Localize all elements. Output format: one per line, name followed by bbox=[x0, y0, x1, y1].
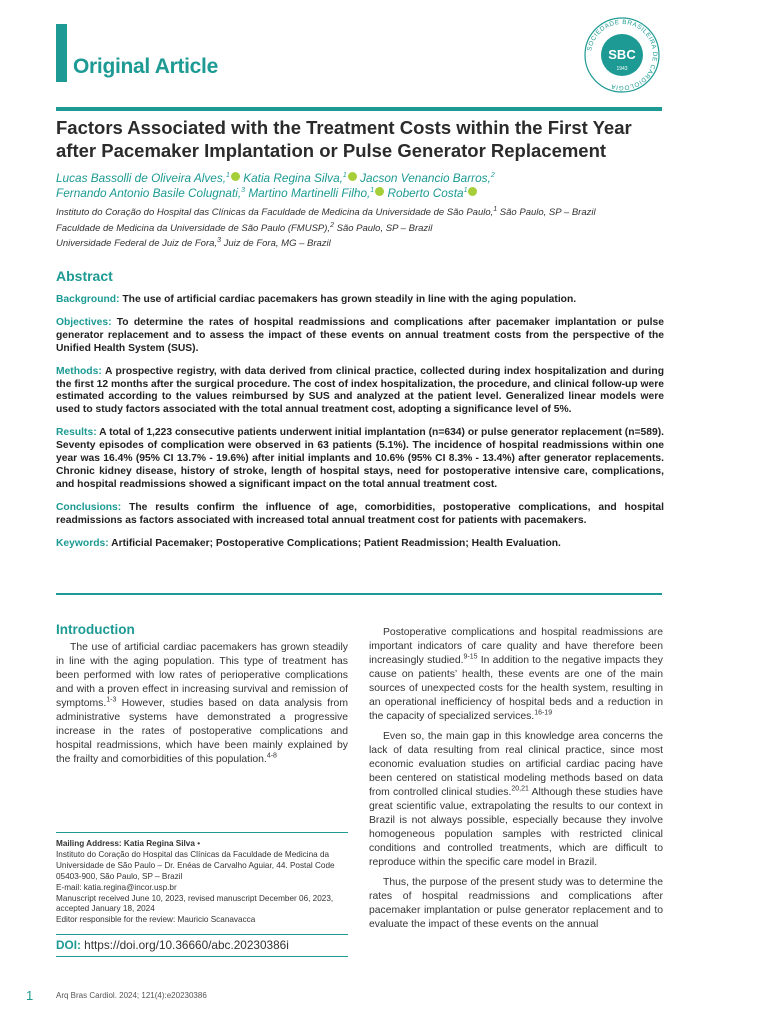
mailing-line: E-mail: katia.regina@incor.usp.br bbox=[56, 882, 177, 892]
orcid-icon bbox=[348, 172, 357, 181]
abstract-section: Methods: A prospective registry, with data derived from clinical practice, collected during index hospitalization and during the first 12 months after the surgical procedure. The cost of index hospitalization, the procedure, and clinical follow-up were estimated according to the values reimbursed by SUS and analyzed at the patient level. Generalized linear models were used to study factors associated with the total annual treatment cost, adopting a significance level of 5%. bbox=[56, 365, 664, 416]
header-accent-bar bbox=[56, 24, 67, 82]
introduction-left-text bbox=[56, 641, 348, 767]
doi-line bbox=[56, 934, 348, 957]
logo-ring-text: SOCIEDADE BRASILEIRA DE CARDIOLOGIA bbox=[586, 18, 659, 92]
mailing-address bbox=[56, 832, 348, 926]
journal-citation: Arq Bras Cardiol. 2024; 121(4):e20230386 bbox=[56, 991, 207, 1000]
orcid-icon bbox=[468, 187, 477, 196]
body-paragraph: Thus, the purpose of the present study was to determine the rates of hospital readmissions and complications after pacemaker implantation or pulse generator replacement and to evaluate the impact of these events on the annual bbox=[369, 877, 663, 930]
author-name: Roberto Costa$^1$ bbox=[387, 186, 477, 200]
author-list bbox=[56, 171, 666, 201]
body-paragraph: Postoperative complications and hospital readmissions are important indicators of care quality and have therefore been increasingly studied.$^{9-15}$ In addition to the negative impacts they cause on patients’ health, these events are one of the main sources of unexpected costs for the health system, resulting in an operational inefficiency of hospital beds and a reduction in the capacity of specialized services.$^{16-19}$ bbox=[369, 627, 663, 722]
author-name: Jacson Venancio Barros,$^2$ bbox=[360, 171, 495, 185]
abstract-section: Background: The use of artificial cardiac pacemakers has grown steadily in line with the aging population. bbox=[56, 294, 577, 305]
mailing-bullet: • bbox=[197, 839, 201, 848]
abstract-section: Keywords: Artificial Pacemaker; Postoperative Complications; Patient Readmission; Health Evaluation. bbox=[56, 537, 561, 549]
author-name: Fernando Antonio Basile Colugnati,$^3$ bbox=[56, 186, 246, 200]
author-name: Martino Martinelli Filho,$^1$ bbox=[248, 186, 384, 200]
abstract-rule bbox=[56, 593, 662, 595]
affiliation-list bbox=[56, 205, 676, 252]
abstract-section: Objectives: To determine the rates of hospital readmissions and complications after pacemaker implantation or pulse generator replacement and to assess the impact of these events on annual treatment costs from the perspective of the Unified Health System (SUS). bbox=[56, 316, 664, 354]
abstract-label: Methods: bbox=[56, 365, 102, 377]
body-paragraph: Even so, the main gap in this knowledge area concerns the lack of data resulting from real clinical practice, since most economic evaluation studies on artificial cardiac pacing have been centered on statistical modeling methods based on data from controlled clinical studies.$^{20,21}$ Although these studies have great scientific value, extrapolating the results to our context in Brazil is not always possible, especially because they involve homogeneous population samples with restricted clinical conditions and controlled treatments, which are difficult to reproduce within the specific care model in Brazil. bbox=[369, 731, 663, 868]
mailing-heading: Mailing Address: Katia Regina Silva bbox=[56, 839, 195, 848]
abstract-label: Objectives: bbox=[56, 316, 112, 328]
right-column bbox=[369, 626, 663, 938]
abstract-section: Results: A total of 1,223 consecutive patients underwent initial implantation (n=634) or pulse generator replacement (n=589). Seventy episodes of complication were observed in 63 patients (5.1%). The incidence of hospital readmissions within one year was 16.4% (95% CI 13.7% - 19.6%) after initial implants and 10.6% (95% CI 8.3% - 13.4%) after generator replacements. Chronic kidney disease, history of stroke, length of hospital stays, need for postoperative intensive care, complications, and hospital readmissions showed a significant impact on the total annual treatment cost. bbox=[56, 427, 664, 490]
mailing-line: Manuscript received June 10, 2023, revised manuscript December 06, 2023, accepted January 18, 2024 bbox=[56, 893, 334, 914]
abstract-label: Conclusions: bbox=[56, 501, 122, 513]
article-title: Factors Associated with the Treatment Costs within the First Year after Pacemaker Implantation or Pulse Generator Replacement bbox=[56, 117, 632, 161]
page-number: 1 bbox=[26, 988, 34, 1003]
body-paragraph: The use of artificial cardiac pacemakers has grown steadily in line with the aging population. This type of treatment has been performed with low rates of perioperative complications and with a proven effect in increasing survival and remission of symptoms.$^{1-3}$ However, studies based on data analysis from administrative systems have demonstrated a progressive increase in the rates of postoperative complications and hospital readmissions, which have been mainly explained by the frailty and comorbidities of this population.$^{4-8}$ bbox=[56, 642, 348, 765]
mailing-lines bbox=[56, 850, 348, 926]
author-name: Lucas Bassolli de Oliveira Alves,$^1$ bbox=[56, 171, 240, 185]
affiliation: Instituto do Coração do Hospital das Clínicas da Faculdade de Medicina da Universidade de São Paulo,$^1$ São Paulo, SP – Brazil bbox=[56, 205, 596, 218]
abstract-body bbox=[56, 294, 664, 561]
section-label: Original Article bbox=[73, 55, 218, 78]
affiliation: Universidade Federal de Juiz de Fora,$^3$ Juiz de Fora, MG – Brazil bbox=[56, 236, 331, 249]
mailing-line: Editor responsible for the review: Mauricio Scanavacca bbox=[56, 915, 256, 925]
abstract-section: Conclusions: The results confirm the influence of age, comorbidities, postoperative complications, and hospital readmissions as factors associated with increased total annual treatment cost for patients with pacemakers. bbox=[56, 501, 664, 526]
abstract-heading: Abstract bbox=[56, 268, 113, 284]
header-rule bbox=[56, 107, 662, 111]
logo-year: 1943 bbox=[616, 66, 628, 72]
introduction-heading: Introduction bbox=[56, 622, 135, 637]
doi-label: DOI: bbox=[56, 938, 81, 952]
mailing-line: Instituto do Coração do Hospital das Clínicas da Faculdade de Medicina da Universidade de São Paulo – Dr. Enéas de Carvalho Aguiar, 44. Postal Code 05403-900, São Paulo, SP – Brazil bbox=[56, 849, 335, 881]
left-column bbox=[56, 622, 348, 767]
abstract-label: Results: bbox=[56, 427, 97, 439]
abstract-label: Background: bbox=[56, 294, 120, 305]
abstract-label: Keywords: bbox=[56, 537, 109, 549]
doi-link[interactable]: https://doi.org/10.36660/abc.20230386i bbox=[80, 938, 289, 952]
logo-initials: SBC bbox=[608, 47, 636, 62]
author-name: Katia Regina Silva,$^1$ bbox=[243, 171, 357, 185]
orcid-icon bbox=[375, 187, 384, 196]
affiliation: Faculdade de Medicina da Universidade de São Paulo (FMUSP),$^2$ São Paulo, SP – Brazil bbox=[56, 221, 433, 234]
orcid-icon bbox=[231, 172, 240, 181]
sbc-logo-icon bbox=[583, 16, 661, 94]
